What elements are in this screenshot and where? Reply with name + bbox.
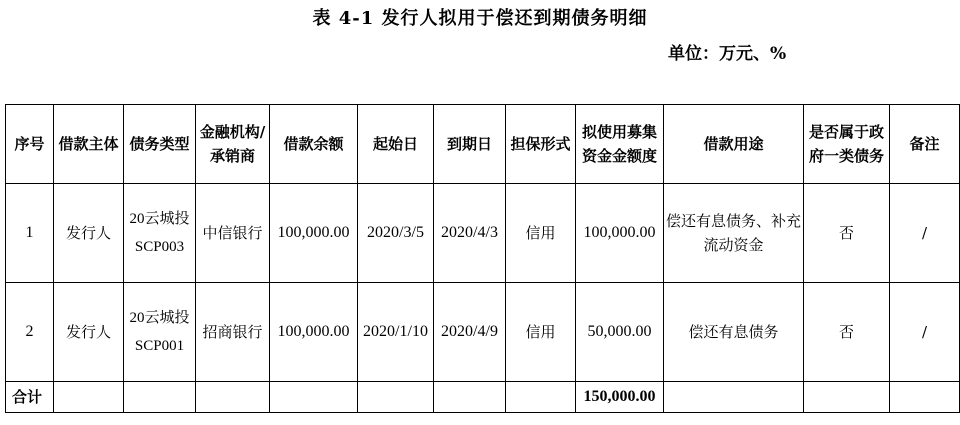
empty-cell (804, 382, 890, 413)
table-title: 表 4-1 发行人拟用于偿还到期债务明细 (312, 8, 648, 29)
empty-cell (434, 382, 506, 413)
cell-raise-amount: 100,000.00 (576, 184, 664, 283)
debt-detail-table (5, 104, 960, 413)
cell-balance: 100,000.00 (270, 283, 358, 382)
header-row (6, 105, 960, 184)
header-balance: 借款余额 (270, 105, 358, 184)
empty-cell (358, 382, 434, 413)
cell-balance: 100,000.00 (270, 184, 358, 283)
total-label: 合计 (6, 382, 54, 413)
cell-borrower: 发行人 (54, 184, 124, 283)
header-debt-type: 债务类型 (124, 105, 196, 184)
cell-institution: 招商银行 (196, 283, 270, 382)
cell-borrower: 发行人 (54, 283, 124, 382)
empty-cell (506, 382, 576, 413)
empty-cell (54, 382, 124, 413)
unit-label: 单位：万元、% (668, 44, 787, 64)
header-gov-debt: 是否属于政府一类债务 (804, 105, 890, 184)
cell-start-date: 2020/1/10 (358, 283, 434, 382)
empty-cell (196, 382, 270, 413)
table-row (6, 184, 960, 283)
cell-no: 1 (6, 184, 54, 283)
header-institution: 金融机构/承销商 (196, 105, 270, 184)
header-guarantee: 担保形式 (506, 105, 576, 184)
header-raise-amount: 拟使用募集资金金额度 (576, 105, 664, 184)
total-raise-amount: 150,000.00 (576, 382, 664, 413)
cell-debt-type: 20云城投SCP003 (124, 184, 196, 283)
cell-gov-debt: 否 (804, 283, 890, 382)
empty-cell (890, 382, 960, 413)
cell-guarantee: 信用 (506, 184, 576, 283)
cell-institution: 中信银行 (196, 184, 270, 283)
cell-purpose: 偿还有息债务 (664, 283, 804, 382)
cell-debt-type: 20云城投SCP001 (124, 283, 196, 382)
cell-end-date: 2020/4/9 (434, 283, 506, 382)
empty-cell (270, 382, 358, 413)
empty-cell (664, 382, 804, 413)
cell-guarantee: 信用 (506, 283, 576, 382)
cell-purpose: 偿还有息债务、补充流动资金 (664, 184, 804, 283)
total-row (6, 382, 960, 413)
header-end-date: 到期日 (434, 105, 506, 184)
cell-end-date: 2020/4/3 (434, 184, 506, 283)
cell-no: 2 (6, 283, 54, 382)
cell-remark: / (890, 283, 960, 382)
cell-remark: / (890, 184, 960, 283)
header-borrower: 借款主体 (54, 105, 124, 184)
cell-raise-amount: 50,000.00 (576, 283, 664, 382)
header-no: 序号 (6, 105, 54, 184)
empty-cell (124, 382, 196, 413)
header-remark: 备注 (890, 105, 960, 184)
table-row (6, 283, 960, 382)
cell-start-date: 2020/3/5 (358, 184, 434, 283)
header-purpose: 借款用途 (664, 105, 804, 184)
cell-gov-debt: 否 (804, 184, 890, 283)
header-start-date: 起始日 (358, 105, 434, 184)
